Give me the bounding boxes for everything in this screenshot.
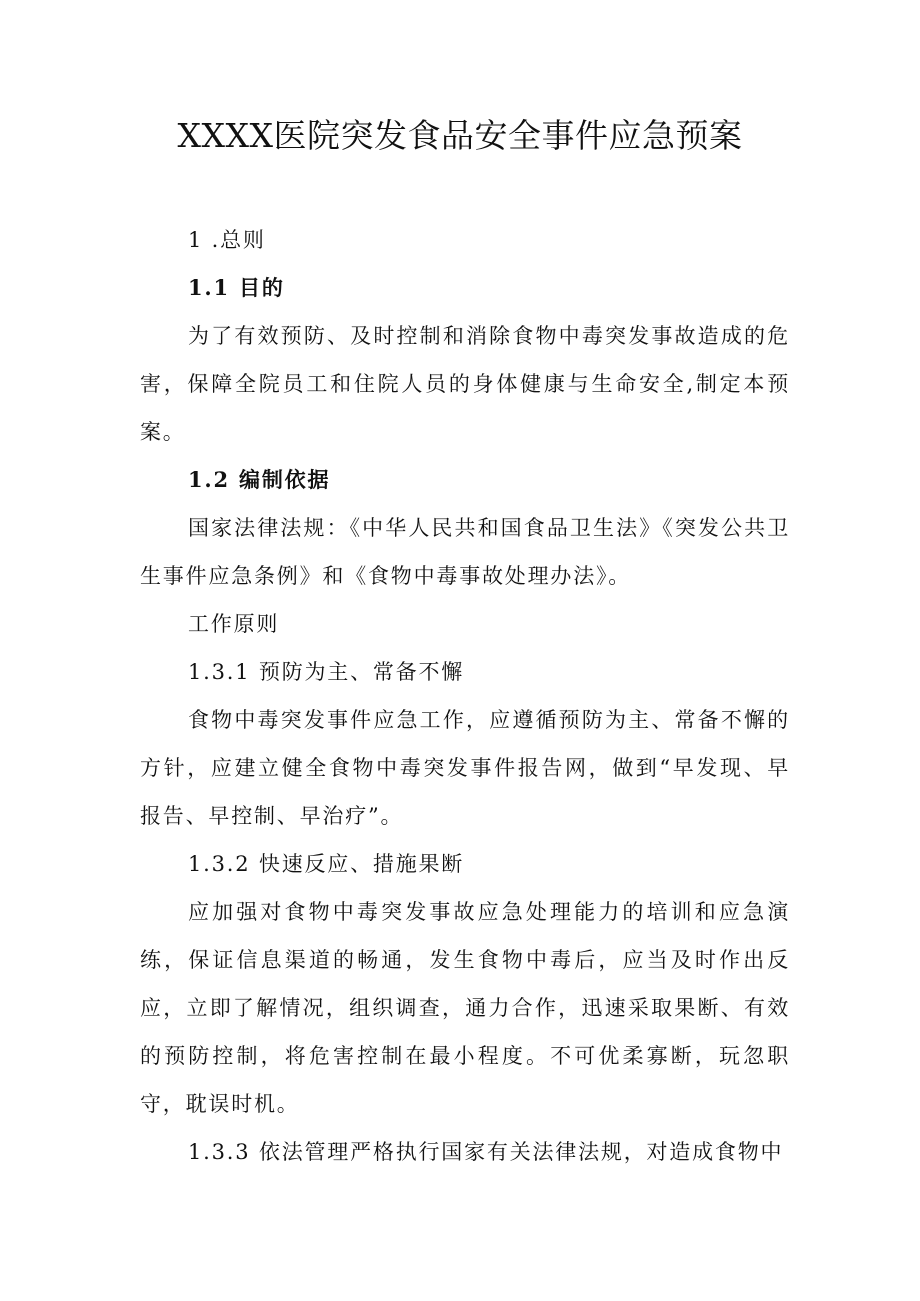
- paragraph-legal-management: 1.3.3 依法管理严格执行国家有关法律法规，对造成食物中: [188, 1140, 784, 1164]
- paragraph-basis: 国家法律法规：《中华人民共和国食品卫生法》《突发公共卫生事件应急条例》和《食物中毒事故处理办法》。: [140, 516, 790, 588]
- document-title: XXXX医院突发食品安全事件应急预案: [177, 116, 743, 155]
- paragraph-prevention: 食物中毒突发事件应急工作，应遵循预防为主、常备不懈的方针，应建立健全食物中毒突发事件报告网，做到“早发现、早报告、早控制、早治疗”。: [140, 708, 790, 828]
- paragraph-rapid-response: 应加强对食物中毒突发事故应急处理能力的培训和应急演练，保证信息渠道的畅通，发生食物中毒后，应当及时作出反应，立即了解情况，组织调查，通力合作，迅速采取果断、有效的预防控制，将危害控制在最小程度。不可优柔寡断，玩忽职守，耽误时机。: [140, 900, 790, 1116]
- subsection-heading-rapid-response: 1.3.2 快速反应、措施果断: [188, 852, 465, 876]
- section-heading-principles: 工作原则: [188, 612, 280, 636]
- section-heading-general: 1 .总则: [188, 228, 266, 252]
- paragraph-purpose: 为了有效预防、及时控制和消除食物中毒突发事故造成的危害，保障全院员工和住院人员的身体健康与生命安全,制定本预案。: [140, 324, 790, 444]
- section-heading-basis: 1.2 编制依据: [188, 467, 331, 492]
- subsection-heading-prevention: 1.3.1 预防为主、常备不懈: [188, 660, 465, 684]
- document-body: [140, 216, 790, 1176]
- section-heading-purpose: 1.1 目的: [188, 275, 285, 300]
